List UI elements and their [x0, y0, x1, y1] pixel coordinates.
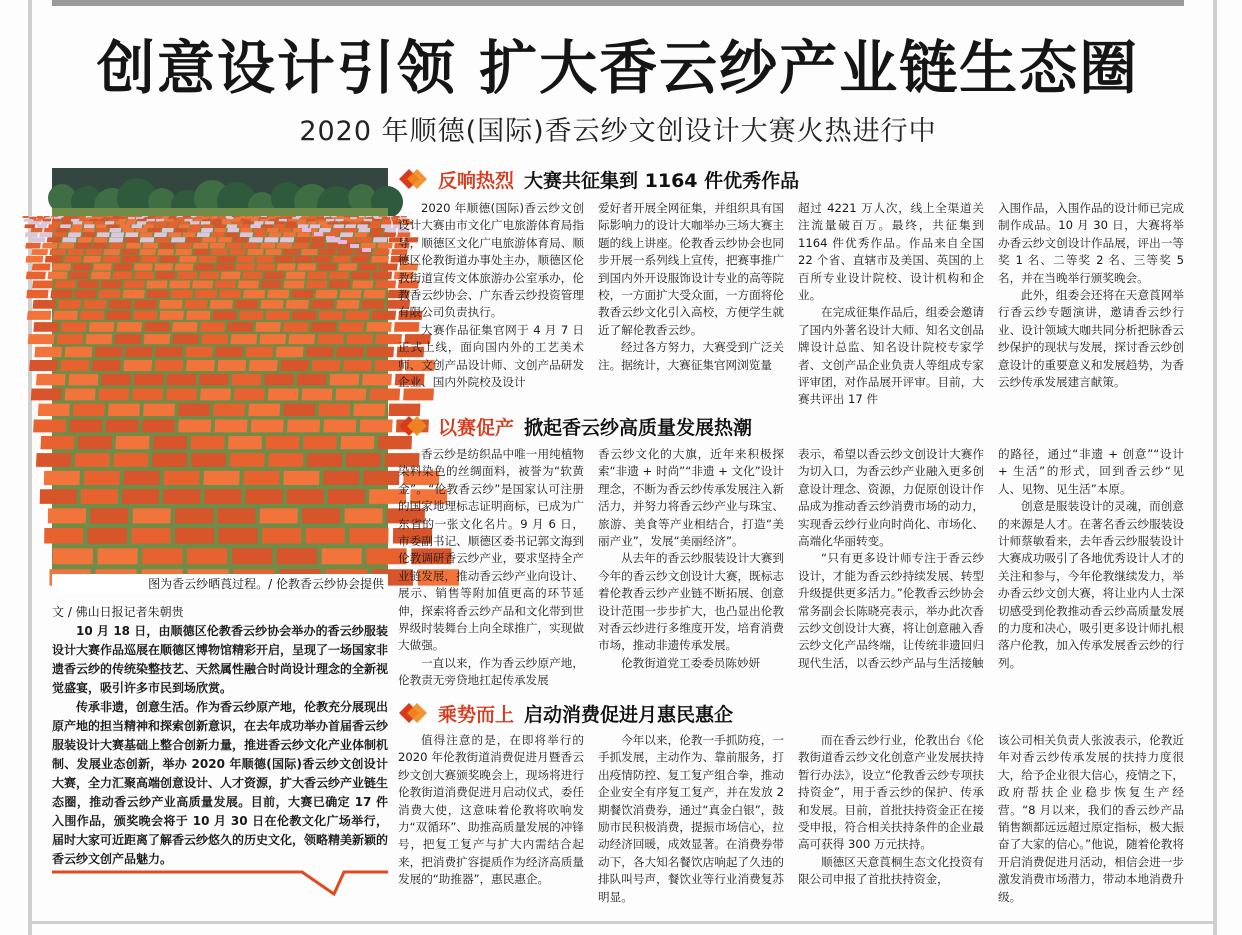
- subheadline: 2020 年顺德(国际)香云纱文创设计大赛火热进行中: [299, 116, 937, 147]
- paragraph: 经过各方努力，大赛受到广泛关注。据统计，大赛征集官网浏览量: [598, 340, 784, 372]
- photo-caption: 图为香云纱晒莨过程。/ 伦教香云纱协会提供: [52, 574, 388, 594]
- silk-drying-field-illustration: [52, 168, 388, 574]
- right-border: [1213, 0, 1217, 935]
- section-title: 大赛共征集到 1164 件优秀作品: [524, 169, 800, 192]
- paragraph: 入围作品，入围作品的设计师已完成制作成品。10 月 30 日，大赛将举办香云纱文创设计作品展，评出一等奖 1 名、二等奖 2 名、三等奖 5 名，并在当晚举行颁奖晚会。: [998, 201, 1184, 285]
- paragraph: 一直以来，作为香云纱原产地，伦教责无旁贷地扛起传承发展: [398, 655, 584, 688]
- text-column: [598, 446, 784, 682]
- left-border: [28, 0, 32, 935]
- headline: 创意设计引领 扩大香云纱产业链生态圈: [96, 34, 1140, 102]
- lead-article: [52, 602, 388, 869]
- text-column: [798, 732, 984, 917]
- section-keyword: 反响热烈: [438, 169, 515, 192]
- text-column: [598, 200, 784, 390]
- paragraph: 2020 年顺德(国际)香云纱文创设计大赛由市文化广电旅游体育局指导，顺德区文化广电旅游体育局、顺德区伦教街道办事处主办，顺德区伦教街道宣传文体旅游办公室承办，伦教香云纱协会、广东香云纱投资管理有限公司负责执行。: [398, 201, 584, 320]
- paragraph: 从去年的香云纱服装设计大赛到今年的香云纱文创设计大赛，既标志着伦教香云纱产业链不断拓展、创意设计范围一步步扩大，也凸显出伦教对香云纱进行多维度开发，培育消费市场，推动非遗传承发展。: [598, 551, 784, 653]
- paragraph: 大赛作品征集官网于 4 月 7 日正式上线，面向国内外的工艺美术师、文创产品设计师、文创产品研发企业、国内外院校及设计: [398, 322, 584, 390]
- text-column: [398, 446, 584, 688]
- paragraph: 而在香云纱行业，伦教出台《伦教街道香云纱文化创意产业发展扶持暂行办法》，设立“伦教香云纱专项扶持资金”，用于香云纱的保护、传承和发展。目前，首批扶持资金正在接受申报，符合相关扶持条件的企业最高可获得 300 万元扶持。: [798, 733, 984, 852]
- section-header-3: [398, 698, 733, 728]
- paragraph: 在完成征集作品后，组委会邀请了国内外著名设计大师、知名文创品牌设计总监、知名设计院校专家学者、文创产品企业负责人等组成专家评审团，对作品展开评审。目前，大赛共评出 17 件: [798, 305, 984, 407]
- paragraph: 该公司相关负责人张波表示，伦教近年对香云纱传承发展的扶持力度很大，给予企业很大信心，疫情之下，政府帮扶企业稳步恢复生产经营。“8 月以来，我们的香云纱产品销售额都远远超过原定指标，极大振奋了大家的信心。”他说，随着伦教将开启消费促进月活动，相信会进一步激发消费市场潜力，带动本地消费升级。: [998, 733, 1184, 904]
- paragraph: 伦教街道党工委委员陈妙妍: [621, 655, 761, 670]
- paragraph: 值得注意的是，在即将举行的 2020 年伦教街道消费促进月暨香云纱文创大赛颁奖晚会上，现场将进行伦教街道消费促进月启动仪式，委任消费大使，这意味着伦教将吹响发力“双循环”、助推高质量发展的冲锋号，把复工复产与扩大内需结合起来，把消费扩容提质作为经济高质量发展的“助推器”，惠民惠企。: [398, 733, 584, 887]
- bottom-border: [28, 921, 1217, 924]
- text-column: [598, 732, 784, 917]
- byline: 文 / 佛山日报记者朱朝贵: [52, 605, 184, 619]
- paragraph: 香云纱是纺织品中唯一用纯植物染料染色的丝绸面料，被誉为“软黄金”。“伦教香云纱”是国家认可注册的国家地理标志证明商标，已成为广东省的一张文化名片。9 月 6 日，市委副书记、顺德区委书记郭文海到伦教调研香云纱产业，要求坚持全产业链发展，推动香云纱产业向设计、展示、销售等附加值更高的环节延伸，探索将香云纱产品和文化带到世界级时装舞台上向全球推广，实现做大做强。: [398, 447, 584, 653]
- text-column: [398, 200, 584, 390]
- text-column: [798, 200, 984, 407]
- section-body-2: [398, 446, 1184, 688]
- text-column: [998, 200, 1184, 390]
- paragraph: 爱好者开展全网征集，并组织具有国际影响力的设计大咖举办三场大赛主题的线上讲座。伦教香云纱协会也同步开展一系列线上宣传，把赛事推广到国内外开设服饰设计专业的高等院校，一方面扩大受众面，一方面将伦教香云纱文化引入高校，方便学生就近了解伦教香云纱。: [598, 201, 784, 337]
- paragraph: 今年以来，伦教一手抓防疫，一手抓发展，主动作为、靠前服务，打出疫情防控、复工复产组合拳，推动企业安全有序复工复产，并在发放 2 期餐饮消费券，通过“真金白银”，鼓励市民积极消费，提振市场信心，拉动经济回暖，成效显著。在消费券带动下，各大知名餐饮店响起了久违的排队叫号声，餐饮业等行业消费复苏明显。: [598, 733, 784, 904]
- section-header-1: [398, 164, 799, 194]
- text-column: [398, 732, 584, 917]
- section-body-1: [398, 200, 1184, 407]
- diamond-chevron-icon: [398, 702, 428, 724]
- section-title: 启动消费促进月惠民惠企: [524, 703, 734, 726]
- diamond-chevron-icon: [398, 168, 428, 190]
- lead-paragraph: 10 月 18 日，由顺德区伦教香云纱协会举办的香云纱服装设计大赛作品巡展在顺德区博物馆精彩开启，呈现了一场国家非遗香云纱的传统染整技艺、天然属性融合时尚设计理念的全新视觉盛宴，吸引许多市民到场欣赏。: [52, 624, 389, 695]
- text-column: [798, 446, 984, 682]
- news-photo: [52, 168, 388, 574]
- lead-paragraph: 传承非遗，创意生活。作为香云纱原产地，伦教充分展现出原产地的担当精神和探索创新意识，在去年成功举办首届香云纱服装设计大赛基础上整合创新力量，推进香云纱文化产业体制机制、发展业态创新，举办 2020 年顺德(国际)香云纱文创设计大赛，全力汇聚高端创意设计、人才资源，扩大香云纱产业链生态圈，推动香云纱产业高质量发展。目前，大赛已确定 17 件入围作品，颁奖晚会将于 10 月 30 日在伦教文化广场举行，届时大家可近距离了解香云纱悠久的历史文化，领略精美新颖的香云纱文创产品魅力。: [52, 700, 389, 866]
- paragraph: 此外，组委会还将在天意莨网举行香云纱专题演讲，邀请香云纱行业、设计领域大咖共同分析把脉香云纱保护的现状与发展，探讨香云纱创意设计的重要意义和发展趋势，为香云纱传承发展建言献策。: [998, 288, 1184, 390]
- paragraph: 顺德区天意莨桐生态文化投资有限公司申报了首批扶持资金，: [798, 854, 984, 887]
- paragraph: 香云纱文化的大旗，近年来积极探索“非遗 + 时尚”“非遗 + 文化”设计理念，不断为香云纱传承发展注入新活力，并努力将香云纱产业与珠宝、旅游、美食等产业相结合，打造“美丽产业”，发展“美丽经济”。: [598, 447, 784, 549]
- diamond-chevron-icon: [398, 415, 428, 437]
- paragraph: 超过 4221 万人次，线上全渠道关注流量破百万。最终，共征集到 1164 件优秀作品。作品来自全国 22 个省、直辖市及美国、英国的上百所专业设计院校、设计机构和企业。: [798, 201, 984, 303]
- paragraph: 的路径，通过“非遗 + 创意”“设计 + 生活”的形式，回到香云纱“见人、见物、见生活”本原。: [998, 447, 1184, 496]
- section-keyword: 乘势而上: [438, 703, 515, 726]
- paragraph: 表示，希望以香云纱文创设计大赛作为切入口，为香云纱产业融入更多创意设计理念、资源，力促原创设计作品成为推动香云纱消费市场的动力，实现香云纱行业向时尚化、市场化、高端化华丽转变。: [798, 447, 984, 549]
- section-title: 掀起香云纱高质量发展热潮: [524, 416, 753, 439]
- text-column: [998, 732, 1184, 917]
- section-keyword: 以赛促产: [438, 416, 515, 439]
- paragraph: 创意是服装设计的灵魂，而创意的来源是人才。在著名香云纱服装设计师蔡敏看来，去年香云纱服装设计大赛成功吸引了各地优秀设计人才的关注和参与，今年伦教继续发力，举办香云纱文创大赛，将让业内人士深切感受到伦教推动香云纱高质量发展的力度和决心，吸引更多设计师扎根落户伦教，加入传承发展香云纱的行列。: [998, 499, 1184, 670]
- section-body-3: [398, 732, 1184, 917]
- top-rule: [52, 0, 1184, 6]
- section-header-2: [398, 411, 752, 441]
- paragraph: “只有更多设计师专注于香云纱设计，才能为香云纱持续发展、转型升级提供更多活力。”伦教香云纱协会常务副会长陈晓亮表示，举办此次香云纱文创设计大赛，将让创意融入香云纱文化产品终端，让传统非遗回归现代生活，以香云纱产品与生活接触: [798, 551, 984, 670]
- arrow-decoration-icon: [52, 868, 388, 898]
- text-column: [998, 446, 1184, 682]
